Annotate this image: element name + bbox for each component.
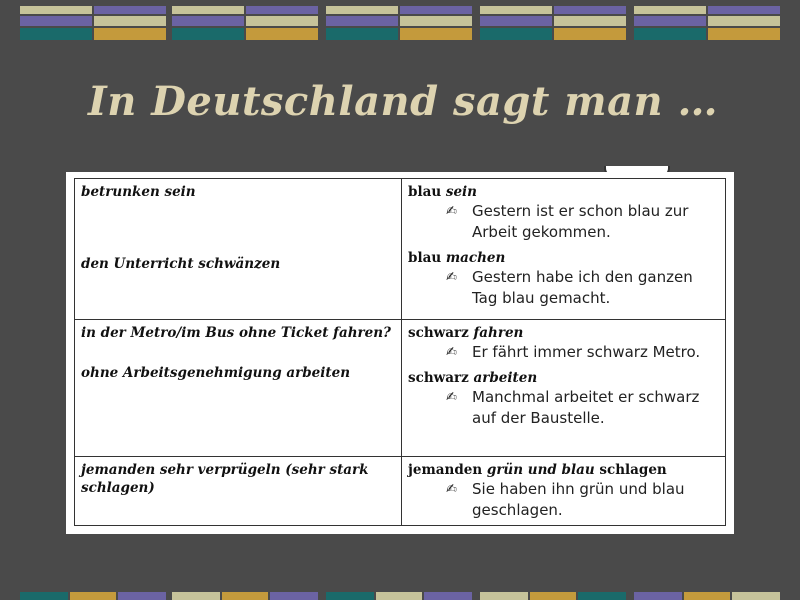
- meaning-cell: [75, 320, 402, 457]
- writing-hand-icon: ✍: [446, 345, 457, 360]
- writing-hand-icon: ✍: [446, 390, 457, 405]
- idiom-expression: blau machen: [408, 250, 506, 266]
- meaning-cell: [75, 457, 402, 526]
- idiom-expression: jemanden grün und blau schlagen: [408, 462, 667, 478]
- band-block: [172, 6, 318, 40]
- writing-hand-icon: ✍: [446, 482, 457, 497]
- band-block: [634, 6, 780, 40]
- idiom-expression: schwarz arbeiten: [408, 370, 538, 386]
- writing-hand-icon: ✍: [446, 204, 457, 219]
- meaning-phrase: jemanden sehr verprügeln (sehr stark schlagen): [81, 462, 369, 496]
- band-block: [326, 592, 472, 600]
- meaning-phrase: in der Metro/im Bus ohne Ticket fahren?: [81, 325, 391, 341]
- vocab-table-panel: [66, 172, 734, 534]
- example-sentence: ✍ Manchmal arbeitet er schwarz auf der Baustelle.: [446, 388, 700, 427]
- meaning-phrase: betrunken sein: [81, 184, 196, 200]
- slide-title: In Deutschland sagt man …: [88, 78, 719, 125]
- table-row: [75, 179, 726, 320]
- expression-cell: [402, 179, 726, 320]
- band-block: [634, 592, 780, 600]
- band-block: [326, 6, 472, 40]
- example-sentence: ✍ Er fährt immer schwarz Metro.: [446, 343, 701, 361]
- table-row: [75, 457, 726, 526]
- expression-cell: [402, 457, 726, 526]
- band-block: [480, 592, 626, 600]
- expression-cell: [402, 320, 726, 457]
- table-row: [75, 320, 726, 457]
- vocab-table: [74, 178, 726, 526]
- idiom-expression: schwarz fahren: [408, 325, 524, 341]
- band-block: [480, 6, 626, 40]
- bottom-decorative-band: [0, 590, 800, 600]
- band-block: [20, 6, 166, 40]
- meaning-phrase: den Unterricht schwänzen: [81, 256, 281, 272]
- example-sentence: ✍ Sie haben ihn grün und blau geschlagen.: [446, 480, 685, 519]
- top-decorative-band: [0, 6, 800, 40]
- idiom-expression: blau sein: [408, 184, 477, 200]
- band-block: [172, 592, 318, 600]
- meaning-cell: [75, 179, 402, 320]
- writing-hand-icon: ✍: [446, 270, 457, 285]
- example-sentence: ✍ Gestern habe ich den ganzen Tag blau gemacht.: [446, 268, 693, 307]
- example-sentence: ✍ Gestern ist er schon blau zur Arbeit gekommen.: [446, 202, 689, 241]
- band-block: [20, 592, 166, 600]
- meaning-phrase: ohne Arbeitsgenehmigung arbeiten: [81, 365, 351, 381]
